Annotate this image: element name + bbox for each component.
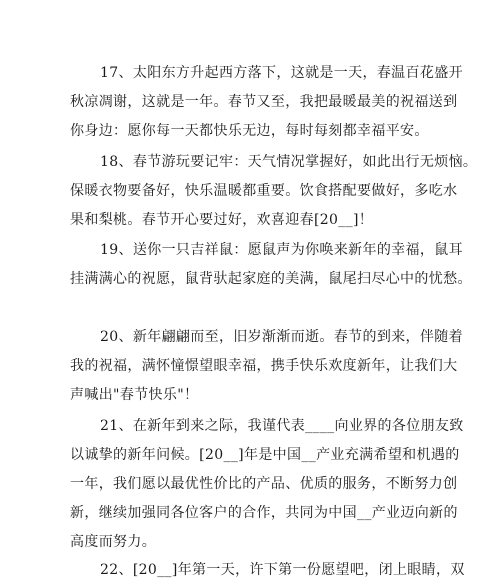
text-line: 挂满满心的祝愿，鼠背驮起家庭的美满，鼠尾扫尽心中的忧愁。 (70, 271, 472, 287)
text-line: 高度而努力。 (70, 534, 157, 550)
paragraph-18 (70, 148, 478, 235)
text-line: 保暖衣物要备好，快乐温暖都重要。饮食搭配要做好，多吃水 (70, 183, 458, 199)
text-line: 20、新年翩翩而至，旧岁渐渐而逝。春节的到来，伴随着 (100, 329, 463, 345)
text-line: 18、春节游玩要记牢：天气情况掌握好，如此出行无烦恼。 (100, 154, 478, 170)
paragraph-17 (70, 59, 463, 146)
text-line: 21、在新年到来之际，我谨代表____向业界的各位朋友致 (100, 418, 464, 434)
paragraph-20 (70, 323, 463, 410)
text-line: 你身边：愿你每一天都快乐无边，每时每刻都幸福平安。 (70, 123, 429, 139)
text-line: 一年，我们愿以最优性价比的产品、优质的服务，不断努力创 (70, 476, 458, 492)
text-line: 17、太阳东方升起西方落下，这就是一天，春温百花盛开 (100, 65, 463, 81)
text-line: 我的祝福，满怀憧憬望眼幸福，携手快乐欢度新年，让我们大 (70, 358, 458, 374)
text-line: 果和梨桃。春节开心要过好，欢喜迎春[20__]！ (70, 212, 374, 228)
text-line: 新，继续加强同各位客户的合作，共同为中国__产业迈向新的 (70, 505, 458, 521)
text-line: 声喊出"春节快乐"！ (70, 387, 199, 403)
paragraph-19 (70, 236, 472, 294)
text-line: 以诚挚的新年问候。[20__]年是中国__产业充满希望和机遇的 (70, 447, 460, 463)
text-line: 22、[20__]年第一天，许下第一份愿望吧，闭上眼睛，双 (100, 562, 465, 578)
text-line: 秋凉凋谢，这就是一年。春节又至，我把最暖最美的祝福送到 (70, 94, 458, 110)
paragraph-22 (70, 556, 465, 585)
text-line: 19、送你一只吉祥鼠：愿鼠声为你唤来新年的幸福，鼠耳 (100, 242, 463, 258)
paragraph-21 (70, 412, 464, 557)
